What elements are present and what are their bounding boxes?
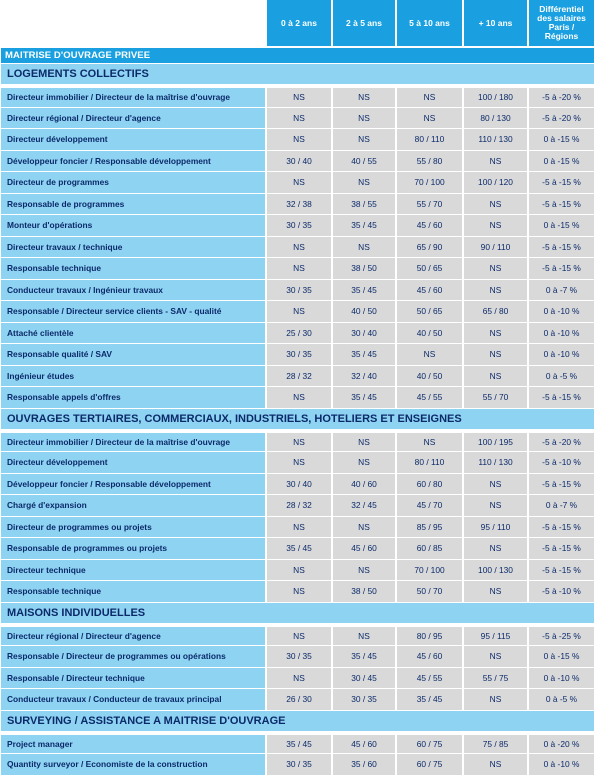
salary-cell-5-10-years: 60 / 80 [395,473,462,495]
table-row [1,279,594,301]
section-title: MAISONS INDIVIDUELLES [1,602,594,624]
salary-cell-10-plus-years: 110 / 130 [462,128,527,150]
salary-cell-2-5-years: 35 / 45 [331,645,395,667]
salary-cell-0-2-years: 30 / 35 [265,645,331,667]
salary-cell-2-5-years: 45 / 60 [331,732,395,754]
salary-cell-10-plus-years: 100 / 130 [462,559,527,581]
salary-cell-5-10-years: 80 / 95 [395,624,462,646]
salary-cell-2-5-years: 30 / 40 [331,322,395,344]
salary-cell-5-10-years: 65 / 90 [395,236,462,258]
section-header [1,710,594,732]
table-row [1,667,594,689]
salary-cell-paris-regions-diff: -5 à -15 % [527,537,594,559]
salary-cell-paris-regions-diff: -5 à -15 % [527,559,594,581]
salary-cell-paris-regions-diff: -5 à -15 % [527,193,594,215]
job-title-cell: Project manager [1,732,265,754]
header-blank-cell [1,0,265,46]
salary-cell-5-10-years: 80 / 110 [395,451,462,473]
salary-cell-2-5-years: 32 / 45 [331,494,395,516]
salary-cell-2-5-years: NS [331,107,395,129]
salary-cell-0-2-years: 25 / 30 [265,322,331,344]
salary-cell-10-plus-years: NS [462,645,527,667]
salary-cell-0-2-years: 28 / 32 [265,494,331,516]
table-row [1,386,594,408]
table-row [1,257,594,279]
job-title-cell: Responsable qualité / SAV [1,343,265,365]
job-title-cell: Ingénieur études [1,365,265,387]
table-row [1,473,594,495]
table-header-row [1,0,594,46]
salary-cell-0-2-years: 30 / 40 [265,473,331,495]
salary-cell-5-10-years: 85 / 95 [395,516,462,538]
salary-cell-0-2-years: NS [265,580,331,602]
salary-cell-0-2-years: 26 / 30 [265,688,331,710]
salary-cell-paris-regions-diff: -5 à -15 % [527,516,594,538]
salary-cell-0-2-years: NS [265,300,331,322]
job-title-cell: Responsable appels d'offres [1,386,265,408]
header-0-2-years: 0 à 2 ans [265,0,331,46]
salary-cell-5-10-years: 50 / 65 [395,257,462,279]
salary-cell-0-2-years: NS [265,559,331,581]
job-title-cell: Conducteur travaux / Ingénieur travaux [1,279,265,301]
salary-cell-paris-regions-diff: 0 à -10 % [527,322,594,344]
salary-cell-0-2-years: 35 / 45 [265,537,331,559]
job-title-cell: Directeur de programmes [1,171,265,193]
salary-cell-paris-regions-diff: -5 à -10 % [527,451,594,473]
salary-cell-0-2-years: NS [265,236,331,258]
job-title-cell: Responsable de programmes ou projets [1,537,265,559]
salary-cell-0-2-years: NS [265,667,331,689]
salary-cell-5-10-years: NS [395,85,462,107]
salary-cell-10-plus-years: 100 / 120 [462,171,527,193]
salary-cell-5-10-years: 45 / 60 [395,279,462,301]
salary-cell-5-10-years: 80 / 110 [395,128,462,150]
table-row [1,171,594,193]
salary-cell-0-2-years: 30 / 35 [265,753,331,775]
salary-cell-paris-regions-diff: 0 à -5 % [527,688,594,710]
job-title-cell: Conducteur travaux / Conducteur de travaux principal [1,688,265,710]
salary-cell-5-10-years: 50 / 70 [395,580,462,602]
salary-cell-0-2-years: 35 / 45 [265,732,331,754]
section-header [1,408,594,430]
job-title-cell: Directeur de programmes ou projets [1,516,265,538]
salary-cell-5-10-years: 55 / 80 [395,150,462,172]
salary-cell-0-2-years: 30 / 40 [265,150,331,172]
salary-cell-5-10-years: 45 / 60 [395,645,462,667]
salary-cell-10-plus-years: 100 / 180 [462,85,527,107]
salary-cell-10-plus-years: NS [462,257,527,279]
table-row [1,537,594,559]
salary-cell-paris-regions-diff: -5 à -15 % [527,386,594,408]
salary-cell-2-5-years: 40 / 50 [331,300,395,322]
salary-cell-0-2-years: NS [265,107,331,129]
salary-cell-5-10-years: 45 / 70 [395,494,462,516]
salary-cell-2-5-years: NS [331,171,395,193]
salary-cell-paris-regions-diff: -5 à -15 % [527,473,594,495]
job-title-cell: Responsable de programmes [1,193,265,215]
job-title-cell: Chargé d'expansion [1,494,265,516]
salary-cell-paris-regions-diff: 0 à -20 % [527,732,594,754]
table-row [1,494,594,516]
salary-cell-5-10-years: 45 / 60 [395,214,462,236]
table-row [1,451,594,473]
table-row [1,559,594,581]
salary-cell-5-10-years: NS [395,107,462,129]
section-header [1,602,594,624]
salary-cell-2-5-years: NS [331,85,395,107]
salary-cell-2-5-years: NS [331,516,395,538]
job-title-cell: Directeur technique [1,559,265,581]
salary-cell-2-5-years: NS [331,430,395,452]
salary-cell-2-5-years: 30 / 35 [331,688,395,710]
salary-cell-paris-regions-diff: -5 à -15 % [527,236,594,258]
header-2-5-years: 2 à 5 ans [331,0,395,46]
salary-cell-2-5-years: 32 / 40 [331,365,395,387]
salary-cell-0-2-years: 32 / 38 [265,193,331,215]
salary-cell-2-5-years: NS [331,236,395,258]
salary-cell-0-2-years: NS [265,430,331,452]
table-row [1,645,594,667]
salary-cell-2-5-years: 35 / 45 [331,214,395,236]
table-row [1,150,594,172]
header-diff-line-3: Paris / [548,22,575,32]
job-title-cell: Attaché clientèle [1,322,265,344]
header-5-10-years: 5 à 10 ans [395,0,462,46]
section-title: LOGEMENTS COLLECTIFS [1,63,594,85]
salary-cell-2-5-years: 35 / 45 [331,386,395,408]
salary-cell-2-5-years: 38 / 50 [331,257,395,279]
job-title-cell: Directeur travaux / technique [1,236,265,258]
header-diff-line-4: Régions [544,30,579,41]
table-row [1,322,594,344]
salary-cell-2-5-years: 40 / 60 [331,473,395,495]
table-row [1,343,594,365]
salary-cell-5-10-years: NS [395,343,462,365]
salary-cell-paris-regions-diff: 0 à -15 % [527,150,594,172]
job-title-cell: Quantity surveyor / Economiste de la construction [1,753,265,775]
salary-cell-paris-regions-diff: 0 à -7 % [527,279,594,301]
header-paris-regions-differential [527,0,594,46]
table-row [1,430,594,452]
salary-cell-10-plus-years: NS [462,753,527,775]
salary-cell-5-10-years: 40 / 50 [395,365,462,387]
salary-cell-2-5-years: 35 / 60 [331,753,395,775]
salary-cell-0-2-years: 28 / 32 [265,365,331,387]
job-title-cell: Développeur foncier / Responsable développement [1,150,265,172]
salary-cell-10-plus-years: NS [462,580,527,602]
job-title-cell: Monteur d'opérations [1,214,265,236]
salary-cell-0-2-years: 30 / 35 [265,279,331,301]
main-section-title: MAITRISE D'OUVRAGE PRIVEE [1,46,594,63]
salary-cell-2-5-years: 35 / 45 [331,343,395,365]
salary-cell-paris-regions-diff: 0 à -15 % [527,128,594,150]
job-title-cell: Responsable technique [1,257,265,279]
salary-cell-0-2-years: NS [265,516,331,538]
salary-cell-2-5-years: 45 / 60 [331,537,395,559]
job-title-cell: Directeur développement [1,128,265,150]
job-title-cell: Responsable / Directeur service clients - SAV - qualité [1,300,265,322]
salary-cell-paris-regions-diff: 0 à -15 % [527,645,594,667]
header-10-plus-years: + 10 ans [462,0,527,46]
salary-cell-0-2-years: NS [265,386,331,408]
salary-cell-10-plus-years: NS [462,688,527,710]
salary-cell-0-2-years: NS [265,85,331,107]
table-row [1,300,594,322]
table-row [1,624,594,646]
salary-cell-0-2-years: NS [265,128,331,150]
header-diff-line-2: des salaires [537,13,586,24]
salary-cell-2-5-years: 38 / 50 [331,580,395,602]
salary-cell-paris-regions-diff: 0 à -10 % [527,753,594,775]
salary-cell-paris-regions-diff: -5 à -15 % [527,257,594,279]
salary-cell-paris-regions-diff: 0 à -5 % [527,365,594,387]
salary-cell-2-5-years: 40 / 55 [331,150,395,172]
table-row [1,107,594,129]
table-body [1,46,594,775]
salary-cell-paris-regions-diff: 0 à -10 % [527,300,594,322]
salary-cell-paris-regions-diff: -5 à -20 % [527,430,594,452]
table-row [1,516,594,538]
section-header [1,63,594,85]
salary-cell-10-plus-years: 65 / 80 [462,300,527,322]
job-title-cell: Responsable technique [1,580,265,602]
salary-cell-10-plus-years: NS [462,494,527,516]
table-row [1,128,594,150]
salary-cell-2-5-years: NS [331,128,395,150]
salary-cell-paris-regions-diff: -5 à -20 % [527,107,594,129]
job-title-cell: Directeur immobilier / Directeur de la maîtrise d'ouvrage [1,85,265,107]
salary-cell-5-10-years: 60 / 75 [395,753,462,775]
job-title-cell: Directeur régional / Directeur d'agence [1,624,265,646]
salary-cell-paris-regions-diff: 0 à -10 % [527,667,594,689]
salary-cell-10-plus-years: 80 / 130 [462,107,527,129]
salary-cell-10-plus-years: 100 / 195 [462,430,527,452]
salary-cell-10-plus-years: 90 / 110 [462,236,527,258]
table-row [1,688,594,710]
salary-cell-2-5-years: 38 / 55 [331,193,395,215]
salary-cell-5-10-years: 45 / 55 [395,386,462,408]
salary-cell-5-10-years: 35 / 45 [395,688,462,710]
salary-cell-5-10-years: 60 / 85 [395,537,462,559]
job-title-cell: Responsable / Directeur de programmes ou opérations [1,645,265,667]
salary-cell-0-2-years: NS [265,451,331,473]
salary-cell-10-plus-years: 95 / 110 [462,516,527,538]
salary-cell-0-2-years: NS [265,257,331,279]
salary-cell-5-10-years: 45 / 55 [395,667,462,689]
salary-cell-10-plus-years: NS [462,193,527,215]
salary-cell-10-plus-years: NS [462,343,527,365]
salary-cell-2-5-years: 35 / 45 [331,279,395,301]
section-title: SURVEYING / ASSISTANCE A MAITRISE D'OUVRAGE [1,710,594,732]
salary-cell-5-10-years: 70 / 100 [395,171,462,193]
salary-cell-10-plus-years: NS [462,214,527,236]
salary-cell-paris-regions-diff: -5 à -10 % [527,580,594,602]
table-row [1,214,594,236]
table-row [1,732,594,754]
salary-cell-paris-regions-diff: 0 à -10 % [527,343,594,365]
table-row [1,193,594,215]
salary-table [1,0,594,775]
salary-cell-5-10-years: 55 / 70 [395,193,462,215]
salary-cell-5-10-years: 50 / 65 [395,300,462,322]
salary-cell-10-plus-years: 95 / 115 [462,624,527,646]
table-row [1,753,594,775]
salary-cell-2-5-years: 30 / 45 [331,667,395,689]
main-section-banner [1,46,594,63]
salary-cell-10-plus-years: NS [462,279,527,301]
job-title-cell: Directeur développement [1,451,265,473]
job-title-cell: Responsable / Directeur technique [1,667,265,689]
salary-cell-2-5-years: NS [331,559,395,581]
job-title-cell: Directeur régional / Directeur d'agence [1,107,265,129]
salary-cell-paris-regions-diff: 0 à -15 % [527,214,594,236]
section-title: OUVRAGES TERTIAIRES, COMMERCIAUX, INDUSTRIELS, HOTELIERS ET ENSEIGNES [1,408,594,430]
salary-cell-10-plus-years: 110 / 130 [462,451,527,473]
salary-cell-10-plus-years: NS [462,365,527,387]
salary-cell-0-2-years: 30 / 35 [265,343,331,365]
salary-cell-10-plus-years: 55 / 75 [462,667,527,689]
salary-cell-0-2-years: 30 / 35 [265,214,331,236]
salary-cell-0-2-years: NS [265,624,331,646]
table-row [1,236,594,258]
salary-cell-5-10-years: 60 / 75 [395,732,462,754]
salary-cell-10-plus-years: NS [462,150,527,172]
job-title-cell: Développeur foncier / Responsable développement [1,473,265,495]
job-title-cell: Directeur immobilier / Directeur de la maîtrise d'ouvrage [1,430,265,452]
salary-cell-paris-regions-diff: 0 à -7 % [527,494,594,516]
salary-cell-10-plus-years: NS [462,473,527,495]
table-row [1,365,594,387]
salary-cell-2-5-years: NS [331,451,395,473]
salary-cell-10-plus-years: NS [462,537,527,559]
salary-cell-5-10-years: 70 / 100 [395,559,462,581]
salary-cell-2-5-years: NS [331,624,395,646]
salary-cell-5-10-years: 40 / 50 [395,322,462,344]
table-row [1,85,594,107]
salary-cell-paris-regions-diff: -5 à -15 % [527,171,594,193]
salary-cell-paris-regions-diff: -5 à -20 % [527,85,594,107]
salary-cell-paris-regions-diff: -5 à -25 % [527,624,594,646]
salary-cell-10-plus-years: 75 / 85 [462,732,527,754]
salary-cell-5-10-years: NS [395,430,462,452]
salary-cell-0-2-years: NS [265,171,331,193]
table-row [1,580,594,602]
header-diff-line-1: Différentiel [539,4,584,15]
salary-cell-10-plus-years: 55 / 70 [462,386,527,408]
salary-cell-10-plus-years: NS [462,322,527,344]
